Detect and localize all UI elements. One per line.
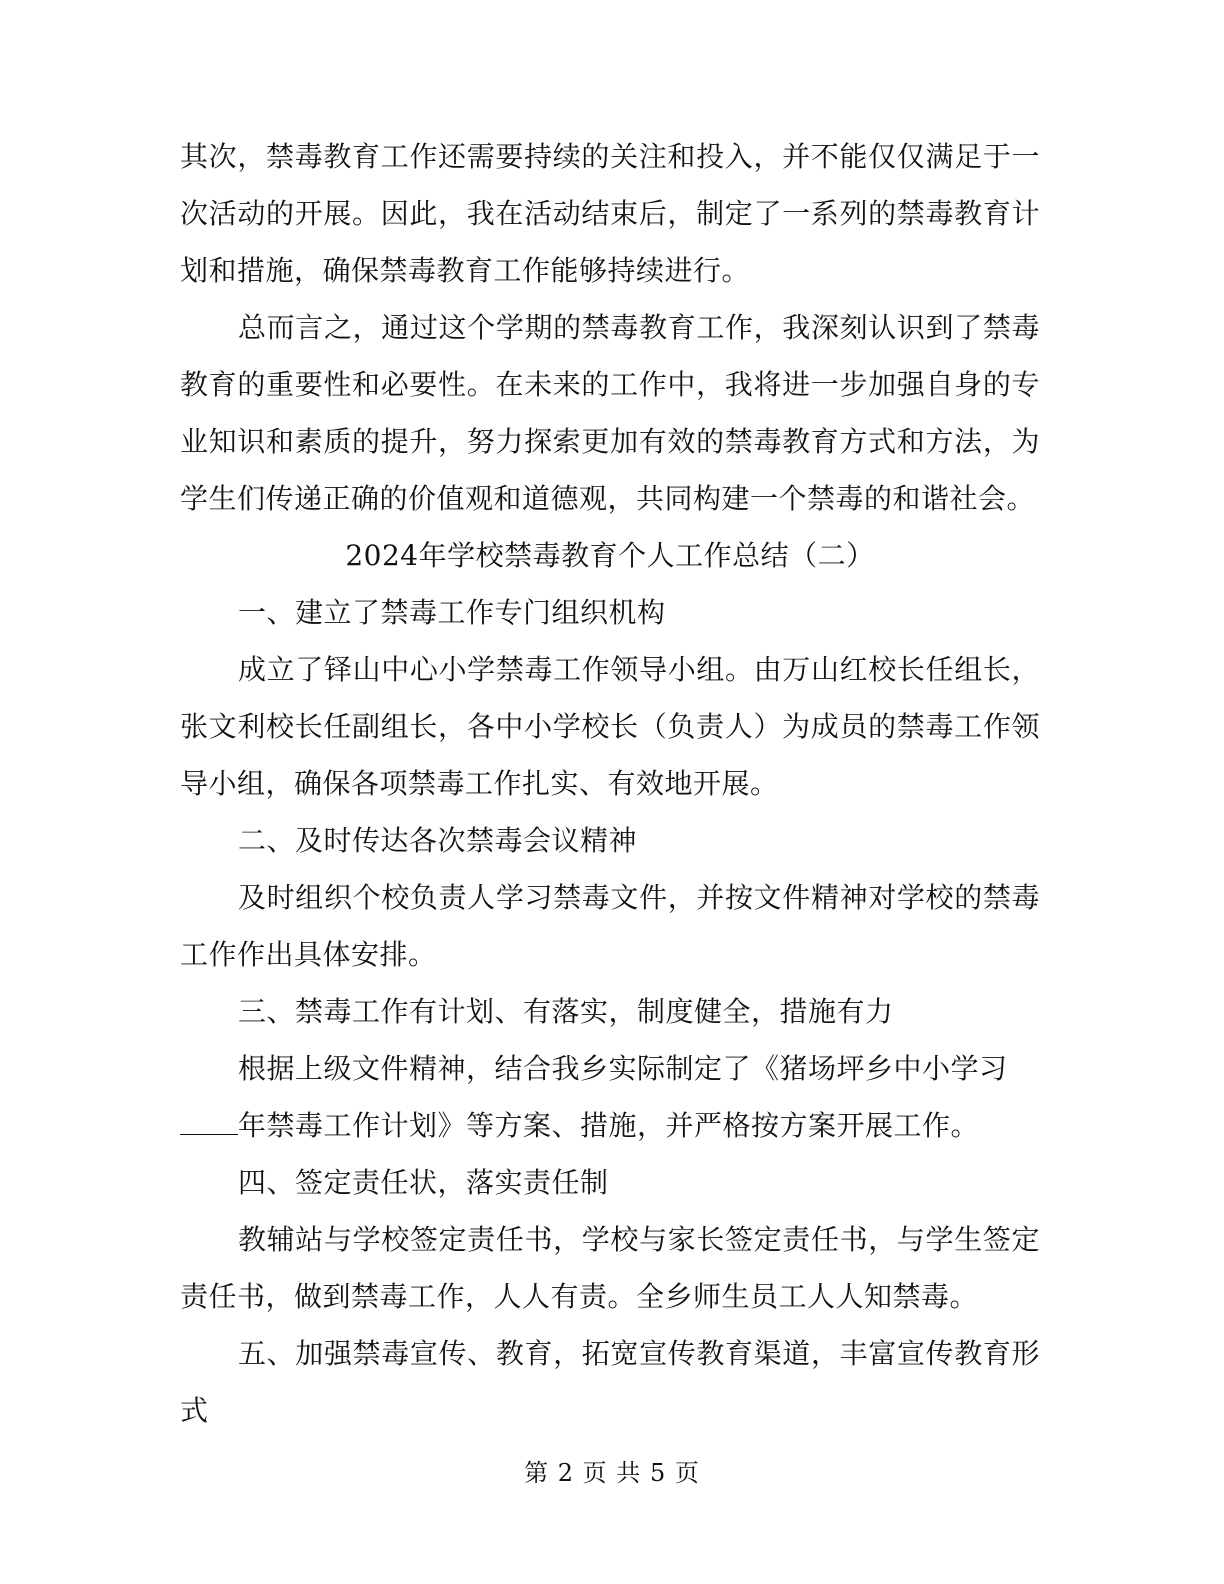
paragraph-conclusion: 总而言之，通过这个学期的禁毒教育工作，我深刻认识到了禁毒教育的重要性和必要性。在未来的工作中，我将进一步加强自身的专业知识和素质的提升，努力探索更加有效的禁毒教育方式和方法，为学生们传递正确的价值观和道德观，共同构建一个禁毒的和谐社会。 xyxy=(180,311,1040,515)
section-body-1: 成立了铎山中心小学禁毒工作领导小组。由万山红校长任组长，张文利校长任副组长，各中小学校长（负责人）为成员的禁毒工作领导小组，确保各项禁毒工作扎实、有效地开展。 xyxy=(180,653,1040,800)
paragraph-continued: 其次，禁毒教育工作还需要持续的关注和投入，并不能仅仅满足于一次活动的开展。因此，我在活动结束后，制定了一系列的禁毒教育计划和措施，确保禁毒教育工作能够持续进行。 xyxy=(180,140,1040,287)
page-number-footer: 第 2 页 共 5 页 xyxy=(524,1459,700,1487)
section-body-3-line1: 根据上级文件精神，结合我乡实际制定了《猪场坪乡中小学习 xyxy=(238,1052,1008,1085)
section-heading-5: 五、加强禁毒宣传、教育，拓宽宣传教育渠道，丰富宣传教育形式 xyxy=(180,1337,1040,1427)
section-body-3-line2 xyxy=(180,1097,1040,1154)
section-heading-3: 三、禁毒工作有计划、有落实，制度健全，措施有力 xyxy=(238,995,894,1028)
document-title: 2024年学校禁毒教育个人工作总结（二） xyxy=(345,539,875,572)
section-body-3-text: 年禁毒工作计划》等方案、措施，并严格按方案开展工作。 xyxy=(238,1109,980,1142)
section-body-4: 教辅站与学校签定责任书，学校与家长签定责任书，与学生签定责任书，做到禁毒工作，人人有责。全乡师生员工人人知禁毒。 xyxy=(180,1223,1040,1313)
fill-in-blank xyxy=(180,1112,238,1135)
section-heading-1: 一、建立了禁毒工作专门组织机构 xyxy=(238,596,666,629)
document-body xyxy=(180,128,1040,1439)
section-heading-2: 二、及时传达各次禁毒会议精神 xyxy=(238,824,638,857)
section-heading-4: 四、签定责任状，落实责任制 xyxy=(238,1166,609,1199)
section-body-2: 及时组织个校负责人学习禁毒文件，并按文件精神对学校的禁毒工作作出具体安排。 xyxy=(180,881,1040,971)
